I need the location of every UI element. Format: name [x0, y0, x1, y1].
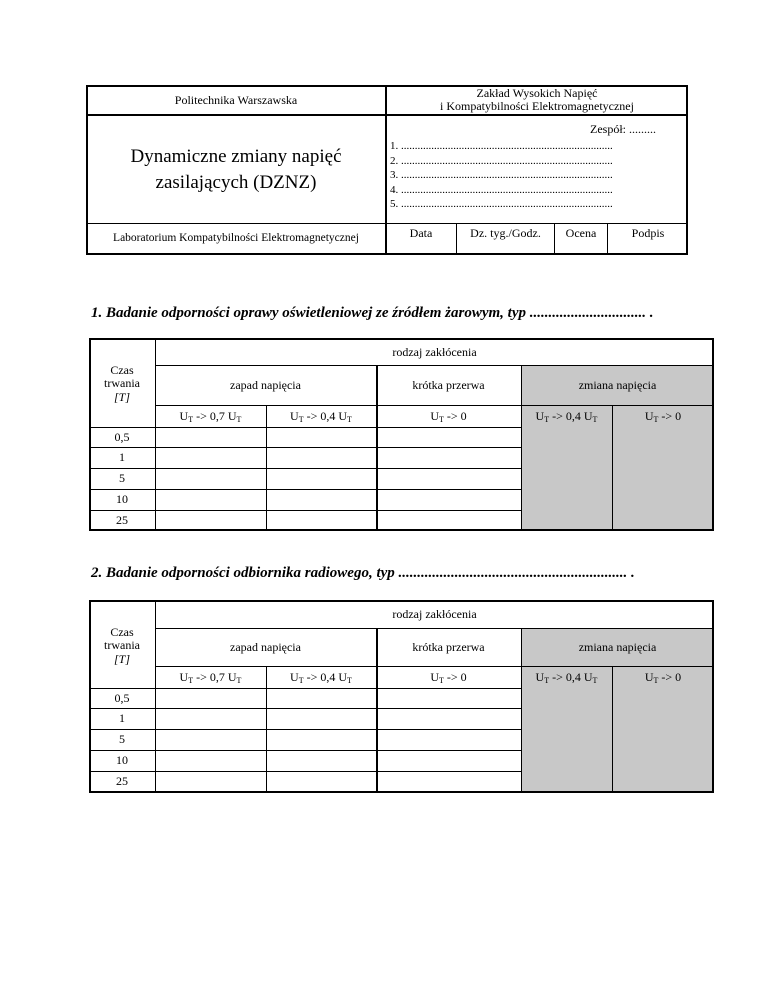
disturbance-type-header: rodzaj zakłócenia [392, 345, 477, 359]
row-duration: 10 [116, 753, 128, 767]
university-name: Politechnika Warszawska [174, 93, 298, 107]
duration-unit: [T] [113, 390, 130, 404]
duration-label: Czas [110, 625, 134, 639]
duration-label: Czas [110, 363, 134, 377]
row-duration: 1 [119, 450, 125, 464]
subheader-interrupt-0: $U_T -> 0$ [430, 670, 467, 685]
department-line1: Zakład Wysokich Napięć [476, 86, 598, 100]
group-voltage-dip: zapad napięcia [230, 640, 301, 654]
subheader-interrupt-0: $U_T -> 0$ [430, 409, 467, 424]
laboratory-name: Laboratorium Kompatybilności Elektromagnetycznej [113, 232, 359, 244]
team-line[interactable]: 3. ............................................................................. [390, 169, 613, 181]
subheader-dip-04: $U_T -> 0,4$ $U_T$ [290, 670, 352, 685]
row-duration: 0,5 [114, 430, 130, 444]
team-line[interactable]: 5. ............................................................................. [390, 198, 613, 210]
team-member-lines [390, 139, 680, 212]
department-line2: i Kompatybilności Elektromagnetycznej [440, 99, 634, 113]
subheader-change-04: $U_T -> 0,4$ $U_T$ [535, 409, 598, 424]
subheader-change-0: $U_T -> 0$ [644, 409, 682, 424]
section-1-title: 1. Badanie odporności oprawy oświetleniowej ze źródłem żarowym, typ ............................... . [91, 305, 654, 321]
subheader-dip-04: $U_T -> 0,4$ $U_T$ [290, 409, 352, 424]
row-duration: 0,5 [114, 691, 130, 705]
row-duration: 1 [119, 711, 125, 725]
subheader-change-04: $U_T -> 0,4$ $U_T$ [535, 670, 598, 685]
team-line[interactable]: 4. ............................................................................. [390, 183, 613, 196]
row-duration: 10 [116, 492, 128, 506]
group-voltage-change: zmiana napięcia [578, 640, 657, 654]
footer-col-signature: Podpis [631, 226, 665, 240]
group-voltage-dip: zapad napięcia [230, 378, 301, 392]
row-duration: 5 [119, 732, 125, 746]
group-short-interruption: krótka przerwa [412, 378, 485, 392]
subheader-dip-07: $U_T -> 0,7$ $U_T$ [179, 409, 242, 424]
exercise-title-line2: zasilających (DZNZ) [155, 172, 317, 193]
row-duration: 5 [119, 471, 125, 485]
duration-unit: [T] [113, 652, 130, 666]
team-line[interactable]: 1. ............................................................................. [390, 140, 613, 152]
team-line[interactable]: 2. ............................................................................. [390, 154, 613, 167]
exercise-title-line1: Dynamiczne zmiany napięć [130, 146, 342, 167]
group-voltage-change: zmiana napięcia [578, 378, 657, 392]
team-label: Zespół: ......... [590, 122, 656, 136]
footer-col-week-hour: Dz. tyg./Godz. [470, 226, 541, 240]
duration-label: trwania [104, 376, 140, 390]
section-2-title: 2. Badanie odporności odbiornika radiowego, typ ............................................................. . [91, 565, 635, 581]
disturbance-type-header: rodzaj zakłócenia [392, 607, 477, 621]
row-duration: 25 [116, 513, 128, 527]
row-duration: 25 [116, 774, 128, 788]
footer-col-grade: Ocena [565, 226, 597, 240]
group-short-interruption: krótka przerwa [412, 640, 485, 654]
subheader-change-0: $U_T -> 0$ [644, 670, 682, 685]
footer-col-date: Data [409, 226, 433, 240]
subheader-dip-07: $U_T -> 0,7$ $U_T$ [179, 670, 242, 685]
duration-label: trwania [104, 638, 140, 652]
